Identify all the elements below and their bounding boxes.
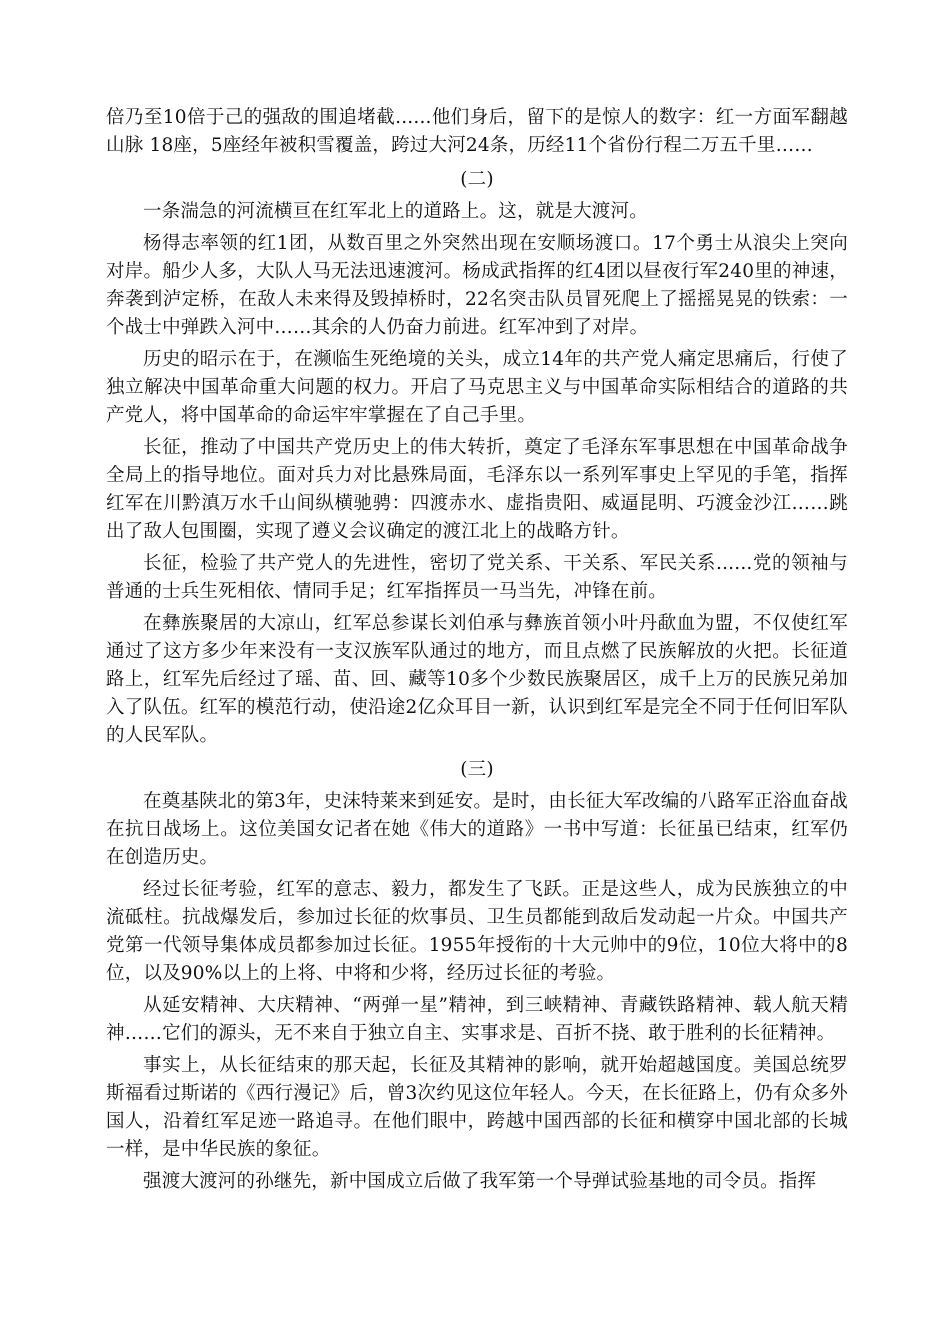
paragraph: 杨得志率领的红1团，从数百里之外突然出现在安顺场渡口。17个勇士从浪尖上突向对岸。船少人多，大队人马无法迅速渡河。杨成武指挥的红4团以昼夜行军240里的神速，奔袭到泸定桥，在敌人未来得及毁掉桥时，22名突击队员冒死爬上了摇摇晃晃的铁索：一个战士中弹跌入河中……其余的人仍奋力前进。红军冲到了对岸。 (106, 233, 848, 338)
paragraph: 一条湍急的河流横亘在红军北上的道路上。这，就是大渡河。 (143, 201, 648, 222)
paragraph: 从延安精神、大庆精神、“两弹一星”精神，到三峡精神、青藏铁路精神、载人航天精神……它们的源头，无不来自于独立自主、实事求是、百折不挠、敢于胜利的长征精神。 (106, 995, 848, 1044)
paragraph: 事实上，从长征结束的那天起，长征及其精神的影响，就开始超越国度。美国总统罗斯福看过斯诺的《西行漫记》后，曾3次约见这位年轻人。今天，在长征路上，仍有众多外国人，沿着红军足迹一路追寻。在他们眼中，跨越中国西部的长征和横穿中国北部的长城一样，是中华民族的象征。 (106, 1055, 848, 1160)
section-heading-two: (二) (460, 169, 494, 190)
paragraph: 在奠基陕北的第3年，史沫特莱来到延安。是时，由长征大军改编的八路军正浴血奋战在抗日战场上。这位美国女记者在她《伟大的道路》一书中写道：长征虽已结束，红军仍在创造历史。 (106, 791, 848, 868)
paragraph: 历史的昭示在于，在濒临生死绝境的关头，成立14年的共产党人痛定思痛后，行使了独立解决中国革命重大问题的权力。开启了马克思主义与中国革命实际相结合的道路的共产党人，将中国革命的命运牢牢掌握在了自己手里。 (106, 349, 848, 426)
paragraph: 强渡大渡河的孙继先，新中国成立后做了我军第一个导弹试验基地的司令员。指挥 (143, 1171, 817, 1192)
document-page (106, 104, 848, 1196)
paragraph: 长征，检验了共产党人的先进性，密切了党关系、干关系、军民关系......党的领袖与普通的士兵生死相依、情同手足；红军指挥员一马当先，冲锋在前。 (106, 553, 848, 602)
paragraph: 长征，推动了中国共产党历史上的伟大转折，奠定了毛泽东军事思想在中国革命战争全局上的指导地位。面对兵力对比悬殊局面，毛泽东以一系列军事史上罕见的手笔，指挥红军在川黔滇万水千山间纵横驰骋：四渡赤水、虚指贵阳、威逼昆明、巧渡金沙江……跳出了敌人包围圈，实现了遵义会议确定的渡江北上的战略方针。 (106, 437, 848, 542)
paragraph: 在彝族聚居的大凉山，红军总参谋长刘伯承与彝族首领小叶丹歃血为盟，不仅使红军通过了这方多少年来没有一支汉族军队通过的地方，而且点燃了民族解放的火把。长征道路上，红军先后经过了瑶、苗、回、藏等10多个少数民族聚居区，成千上万的民族兄弟加入了队伍。红军的模范行动，使沿途2亿众耳目一新，认识到红军是完全不同于任何旧军队的人民军队。 (106, 613, 848, 746)
section-heading-three: (三) (460, 759, 494, 780)
paragraph: 经过长征考验，红军的意志、毅力，都发生了飞跃。正是这些人，成为民族独立的中流砥柱。抗战爆发后，参加过长征的炊事员、卫生员都能到敌后发动起一片众。中国共产党第一代领导集体成员都参加过长征。1955年授衔的十大元帅中的9位，10位大将中的8位，以及90%以上的上将、中将和少将，经历过长征的考验。 (106, 879, 848, 984)
paragraph-continued: 倍乃至10倍于己的强敌的围追堵截......他们身后，留下的是惊人的数字：红一方面军翻越山脉 18座，5座经年被积雪覆盖，跨过大河24条，历经11个省份行程二万五千里…… (106, 107, 848, 156)
